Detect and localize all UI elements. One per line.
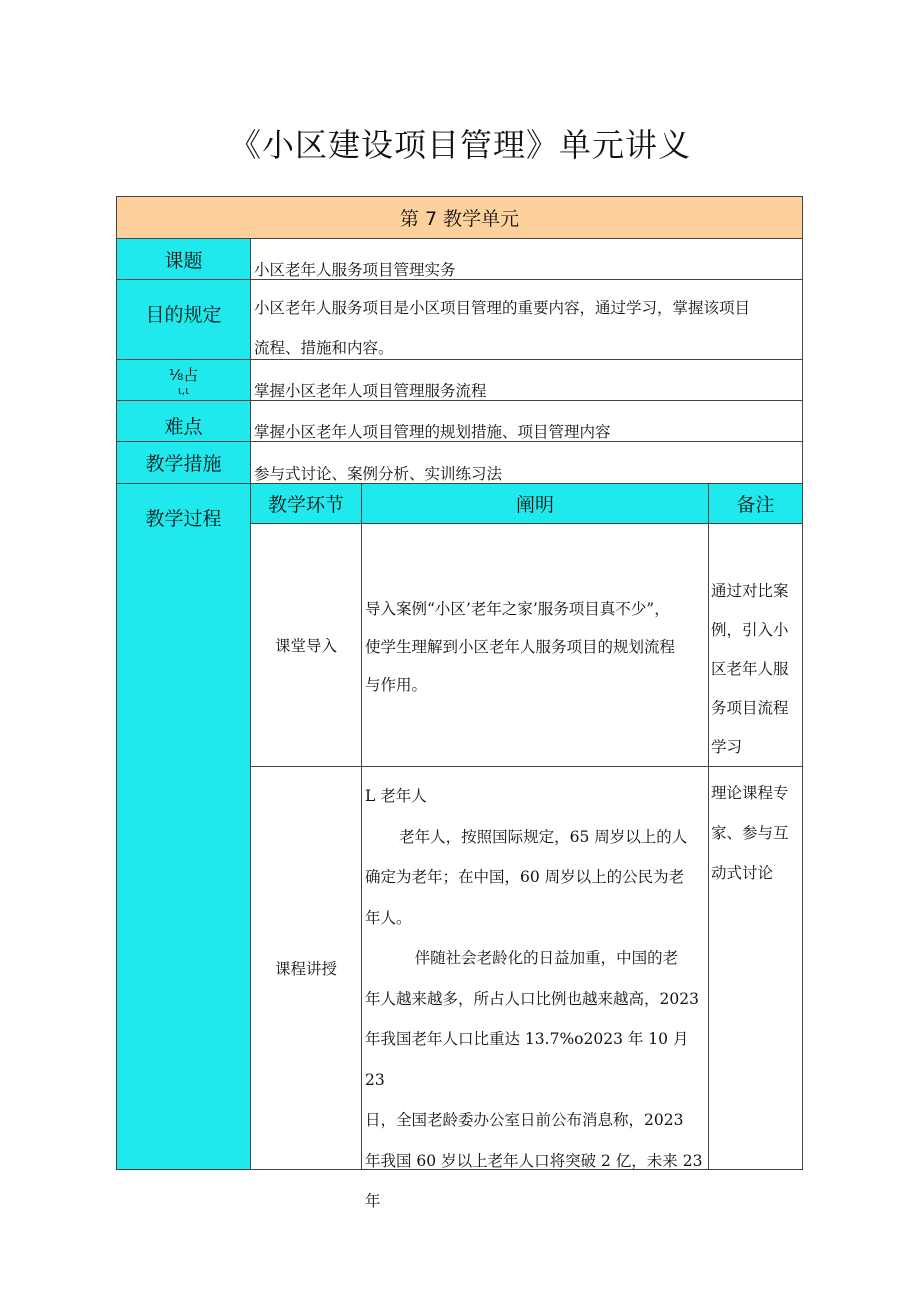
lecture-p2-line-6: 年 bbox=[365, 1192, 381, 1210]
objective-label: 目的规定 bbox=[116, 279, 251, 360]
lecture-note-line-3: 动式讨论 bbox=[711, 864, 774, 882]
intro-note-line-2: 例，引入小 bbox=[711, 621, 789, 639]
process-header-note: 备注 bbox=[708, 483, 803, 524]
difficulty-text: 掌握小区老年人项目管理的规划措施、项目管理内容 bbox=[254, 423, 611, 441]
lecture-p1-line-1: 老年人，按照国际规定，65 周岁以上的人 bbox=[399, 827, 688, 846]
intro-stage-text: 课堂导入 bbox=[274, 637, 337, 655]
unit-header-text: 第 7 教学单元 bbox=[399, 208, 520, 230]
difficulty-label: 难点 bbox=[116, 400, 251, 442]
objective-line-1: 小区老年人服务项目是小区项目管理的重要内容，通过学习，掌握该项目 bbox=[254, 299, 751, 317]
intro-note-line-3: 区老年人服 bbox=[711, 660, 789, 678]
process-header-stage: 教学环节 bbox=[250, 483, 362, 524]
page-title: 《小区建设项目管理》单元讲义 bbox=[228, 126, 691, 164]
key-point-label-bottom: ι,ι bbox=[178, 384, 189, 397]
lecture-p2-line-2: 年人越来越多，所占人口比例也越来越高，2023 bbox=[365, 989, 699, 1008]
lecture-stage-text: 课程讲授 bbox=[274, 960, 337, 978]
lecture-note bbox=[708, 766, 803, 1170]
lecture-p2-line-1: 伴随社会老龄化的日益加重，中国的老 bbox=[414, 949, 679, 967]
objective-line-2: 流程、措施和内容。 bbox=[254, 339, 394, 357]
intro-note-line-1: 通过对比案 bbox=[711, 582, 789, 600]
objective-cell bbox=[250, 279, 803, 360]
process-label bbox=[116, 483, 251, 1170]
topic-text: 小区老年人服务项目管理实务 bbox=[254, 261, 456, 279]
intro-note bbox=[708, 523, 803, 767]
key-point-text: 掌握小区老年人项目管理服务流程 bbox=[254, 382, 487, 400]
method-label: 教学措施 bbox=[116, 441, 251, 484]
lecture-note-line-2: 家、参与互 bbox=[711, 824, 789, 842]
unit-header bbox=[116, 196, 803, 239]
difficulty-cell bbox=[250, 400, 803, 442]
lecture-p2-line-5: 年我国 60 岁以上老年人口将突破 2 亿，未来 23 bbox=[365, 1151, 703, 1170]
intro-line-2: 使学生理解到小区老年人服务项目的规划流程 bbox=[365, 638, 676, 656]
lecture-stage bbox=[250, 766, 362, 1170]
topic-cell bbox=[250, 238, 803, 280]
intro-note-line-4: 务项目流程 bbox=[711, 699, 789, 717]
lecture-p1-line-3: 年人。 bbox=[365, 908, 412, 927]
key-point-label bbox=[116, 359, 251, 401]
intro-stage bbox=[250, 523, 362, 767]
topic-label: 课题 bbox=[116, 238, 251, 280]
lecture-p1-line-2: 确定为老年；在中国，60 周岁以上的公民为老 bbox=[365, 868, 685, 886]
process-header-description: 阐明 bbox=[361, 483, 709, 524]
key-point-cell bbox=[250, 359, 803, 401]
key-point-label-top: ⅛占 bbox=[168, 366, 199, 384]
intro-note-line-5: 学习 bbox=[711, 738, 743, 756]
lecture-heading: L 老年人 bbox=[365, 787, 427, 805]
method-cell bbox=[250, 441, 803, 484]
lecture-note-line-1: 理论课程专 bbox=[711, 784, 789, 802]
method-text: 参与式讨论、案例分析、实训练习法 bbox=[254, 465, 503, 483]
intro-description bbox=[361, 523, 709, 767]
lecture-description bbox=[361, 766, 709, 1210]
process-label-text: 教学过程 bbox=[145, 508, 222, 530]
intro-line-1: 导入案例“小区’老年之家’服务项目真不少”， bbox=[365, 600, 670, 618]
intro-line-3: 与作用。 bbox=[365, 676, 428, 694]
lecture-p2-line-3: 年我国老年人口比重达 13.7%o2023 年 10 月 23 bbox=[365, 1030, 689, 1089]
lecture-p2-line-4: 日，全国老龄委办公室日前公布消息称，2023 bbox=[365, 1111, 684, 1129]
